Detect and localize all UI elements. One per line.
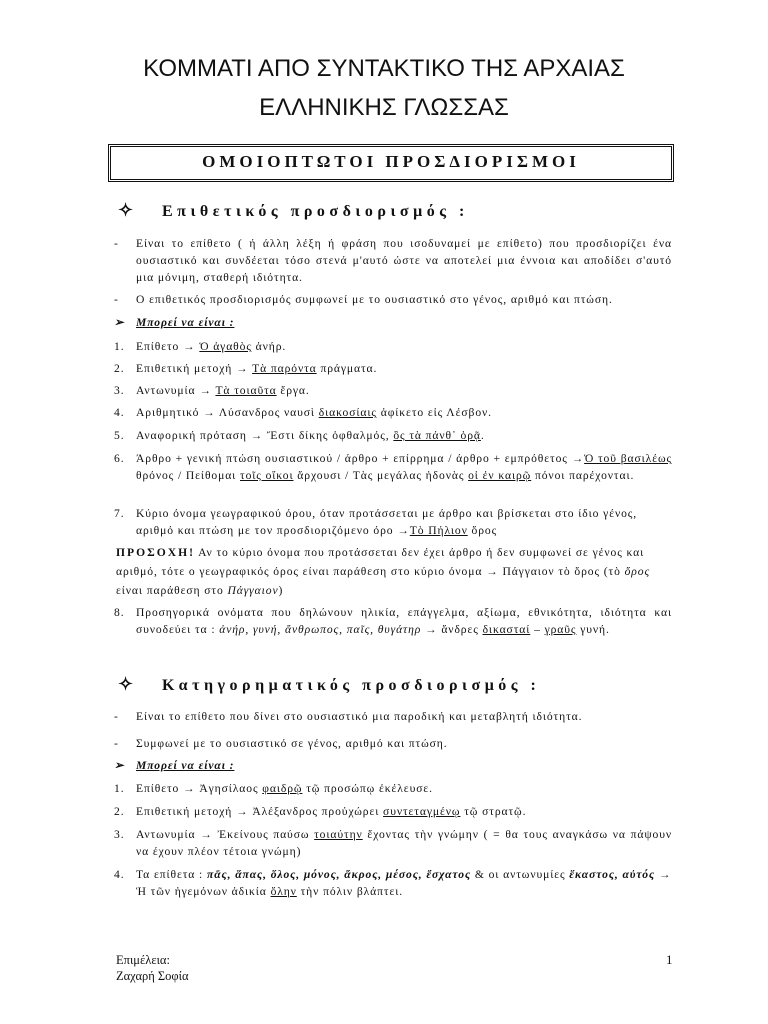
section1-dash2 — [116, 291, 672, 308]
example-underlined: ὃς τὰ πάνθ᾽ ὁρᾷ — [393, 429, 481, 442]
example-underlined: Ὁ ἀγαθὸς — [199, 340, 252, 353]
arrow-icon: → — [571, 452, 585, 465]
section2-label — [116, 757, 672, 774]
item-text: Επιθετική μετοχή — [136, 805, 237, 818]
section2-item3 — [116, 826, 672, 860]
section1-item1 — [116, 338, 672, 355]
item-text: Ἡ τῶν ἡγεμόνων ἀδικία — [136, 885, 271, 898]
item-text: ἀνήρ. — [251, 340, 287, 353]
item-text: ἀφίκετο εἰς Λέσβον. — [376, 406, 492, 419]
item-text: γυνή. — [576, 623, 610, 636]
section2-heading — [118, 674, 540, 695]
item-text: Επίθετο — [136, 782, 184, 795]
example-underlined: τοῖς οἴκοι — [240, 469, 294, 482]
item-text: Λύσανδρος ναυσὶ — [215, 406, 319, 419]
item-text: – — [530, 623, 545, 636]
item-text: Αριθμητικό — [136, 406, 204, 419]
example-underlined: διακοσίαις — [318, 406, 377, 419]
arrow-icon: → — [199, 384, 212, 397]
item-text: Αναφορική πρόταση — [136, 429, 251, 442]
item-number: 5. — [114, 429, 125, 442]
item-text: πόνοι παρέχονται. — [531, 469, 635, 482]
arrow-icon: → — [236, 805, 249, 818]
item-text: Επιθετική μετοχή — [136, 362, 237, 375]
item-text: πράγματα. — [316, 362, 378, 375]
section1-note — [116, 543, 672, 600]
arrow-icon: → — [236, 362, 249, 375]
section2-item1 — [116, 780, 672, 797]
section1-label — [116, 314, 672, 331]
section1-heading — [118, 200, 469, 221]
item-text: ἄρχουσι / Τὰς μεγάλας ἡδονὰς — [293, 469, 469, 482]
item-text: Τα επίθετα : — [136, 868, 207, 881]
page-title-line1: ΚΟΜΜΑΤΙ ΑΠΟ ΣΥΝΤΑΚΤΙΚΟ ΤΗΣ ΑΡΧΑΙΑΣ — [143, 55, 625, 82]
section1-item7 — [116, 505, 672, 539]
item-text: ὄρος — [467, 524, 498, 537]
item-text: τῷ στρατῷ. — [460, 805, 527, 818]
arrow-icon: → — [200, 828, 213, 841]
dash-bullet: - — [114, 710, 119, 723]
item-text: . — [480, 429, 485, 442]
section1-item3 — [116, 382, 672, 399]
item-text: Αντωνυμία — [136, 384, 200, 397]
item-text: & οι αντωνυμίες — [471, 868, 570, 881]
item-text: τὴν πόλιν βλάπτει. — [296, 885, 404, 898]
item-number: 2. — [114, 362, 125, 375]
item-number: 4. — [114, 406, 125, 419]
page-number: 1 — [666, 952, 673, 967]
arrowhead-icon: ➢ — [114, 759, 125, 772]
example-italic: ἀνήρ, γυνή, ἄνθρωπος, παῖς, θυγάτηρ — [219, 623, 422, 636]
section1-item4 — [116, 404, 672, 421]
item-text: ἄνδρες — [437, 623, 483, 636]
item-text: θρόνος / Πείθομαι — [136, 469, 241, 482]
arrowhead-icon: ➢ — [114, 316, 125, 329]
note-text: ) — [278, 584, 284, 597]
item-number: 3. — [114, 384, 125, 397]
note-text: Αν το κύριο όνομα που προτάσσεται δεν έχει άρθρο ή δεν συμφωνεί σε γένος και αριθμό, τότε ο γεωγραφικός όρος είναι παράθεση στο κύριο όνομα — [116, 546, 645, 578]
star-icon: ✧ — [118, 200, 134, 220]
section1-item8 — [116, 604, 672, 638]
section2-item2 — [116, 803, 672, 820]
item-text: τῷ προσώπῳ ἐκέλευσε. — [302, 782, 433, 795]
page-title-line2: ΕΛΛΗΝΙΚΗΣ ΓΛΩΣΣΑΣ — [259, 94, 509, 121]
item-text: Ἀλέξανδρος προὐχώρει — [248, 805, 384, 818]
example-bold-italic: πᾶς, ἅπας, ὅλος, μόνος, ἄκρος, μέσος, ἔσχατος — [206, 868, 472, 881]
example-underlined: οἱ ἐν καιρῷ — [468, 469, 532, 482]
example-underlined: φαιδρῷ — [262, 782, 303, 795]
note-text: Πάγγαιον τὸ ὄρος (τὸ — [498, 565, 625, 578]
item-text: Ἔστι δίκης ὀφθαλμός, — [263, 429, 394, 442]
item-text: Επίθετο — [136, 340, 184, 353]
footer-label: Επιμέλεια: — [116, 953, 170, 967]
item-number: 6. — [114, 452, 125, 465]
example-underlined: ὅλην — [270, 885, 297, 898]
item-text: ἔχοντας τὴν γνώμην ( = θα τους αναγκάσω να πάψουν να έχουν πλέον τέτοια γνώμη) — [136, 828, 672, 858]
note-text: είναι παράθεση στο — [116, 584, 228, 597]
example-underlined: τοιαύτην — [314, 828, 363, 841]
section2-label-text: Μπορεί να είναι : — [136, 759, 235, 772]
section1-dash2-text: Ο επιθετικός προσδιορισμός συμφωνεί με το ουσιαστικό στο γένος, αριθμό και πτώση. — [136, 293, 613, 306]
arrow-icon: → — [203, 406, 216, 419]
arrow-icon: → — [658, 868, 672, 881]
note-italic: Πάγγαιον — [227, 584, 279, 597]
example-underlined: Τὰ τοιαῦτα — [215, 384, 277, 397]
section1-item6 — [116, 450, 672, 484]
dash-bullet: - — [114, 237, 119, 250]
arrow-icon: → — [183, 340, 196, 353]
section2-item4 — [116, 866, 672, 900]
item-text: Προσηγορικά ονόματα που δηλώνουν ηλικία, επάγγελμα, αξίωμα, εθνικότητα, ιδιότητα και συνοδεύει τα : — [136, 606, 672, 636]
item-text: Κύριο όνομα γεωγραφικού όρου, όταν προτάσσεται με άρθρο και βρίσκεται στο ίδιο γένος, αριθμό και πτώση με τον προσδιοριζόμενο όρο — [136, 507, 638, 537]
example-underlined: Τὸ Πήλιον — [409, 524, 468, 537]
note-label: ΠΡΟΣΟΧΗ! — [116, 546, 195, 559]
footer-editor — [116, 952, 189, 984]
example-underlined: Ὁ τοῦ βασιλέως — [584, 452, 672, 465]
arrow-icon: → — [486, 565, 499, 578]
example-underlined: δικασταί — [482, 623, 531, 636]
boxed-heading: ΟΜΟΙΟΠΤΩΤΟΙ ΠΡΟΣΔΙΟΡΙΣΜΟΙ — [108, 144, 674, 182]
star-icon: ✧ — [118, 674, 134, 694]
item-number: 3. — [114, 828, 125, 841]
example-underlined: γραῦς — [544, 623, 577, 636]
arrow-icon: → — [183, 782, 196, 795]
arrow-icon: → — [397, 524, 410, 537]
arrow-icon: → — [250, 429, 264, 442]
item-text: Άρθρο + γενική πτώση ουσιαστικού / άρθρο + επίρρημα / άρθρο + εμπρόθετος — [136, 452, 572, 465]
section2-heading-text: Κατηγορηματικός προσδιορισμός : — [162, 677, 541, 694]
footer-author: Ζαχαρή Σοφία — [116, 969, 189, 983]
dash-bullet: - — [114, 737, 119, 750]
section1-item5 — [116, 427, 672, 444]
item-text: Ἐκείνους παύσω — [212, 828, 315, 841]
section2-dash2 — [116, 735, 672, 752]
section2-dash1 — [116, 708, 672, 725]
item-number: 7. — [114, 507, 125, 520]
section1-heading-text: Επιθετικός προσδιορισμός : — [162, 203, 469, 220]
note-italic: ὄρος — [624, 565, 651, 578]
item-number: 2. — [114, 805, 125, 818]
arrow-icon: → — [425, 623, 438, 636]
section1-label-text: Μπορεί να είναι : — [136, 316, 235, 329]
section2-dash1-text: Είναι το επίθετο που δίνει στο ουσιαστικό μια παροδική και μεταβλητή ιδιότητα. — [136, 710, 583, 723]
example-bold-italic: ἕκαστος, αὐτός — [569, 868, 656, 881]
example-underlined: συντεταγμένῳ — [383, 805, 461, 818]
item-text: Ἀγησίλαος — [195, 782, 263, 795]
dash-bullet: - — [114, 293, 119, 306]
section1-dash1-text: Είναι το επίθετο ( ή άλλη λέξη ή φράση που ισοδυναμεί με επίθετο) που προσδιορίζει ένα ουσιαστικό και συνδέεται τόσο στενά μ'αυτό ώστε να αποτελεί μια έννοια και αποδίδει σ'αυτό μια μόνιμη, σταθερή ιδιότητα. — [136, 237, 672, 284]
section1-item2 — [116, 360, 672, 377]
item-number: 1. — [114, 340, 125, 353]
item-number: 4. — [114, 868, 125, 881]
item-number: 1. — [114, 782, 125, 795]
section1-dash1 — [116, 235, 672, 286]
section2-dash2-text: Συμφωνεί με το ουσιαστικό σε γένος, αριθμό και πτώση. — [136, 737, 448, 750]
item-text: ἔργα. — [276, 384, 310, 397]
item-text: Αντωνυμία — [136, 828, 201, 841]
example-underlined: Τὰ παρόντα — [252, 362, 317, 375]
item-number: 8. — [114, 606, 125, 619]
